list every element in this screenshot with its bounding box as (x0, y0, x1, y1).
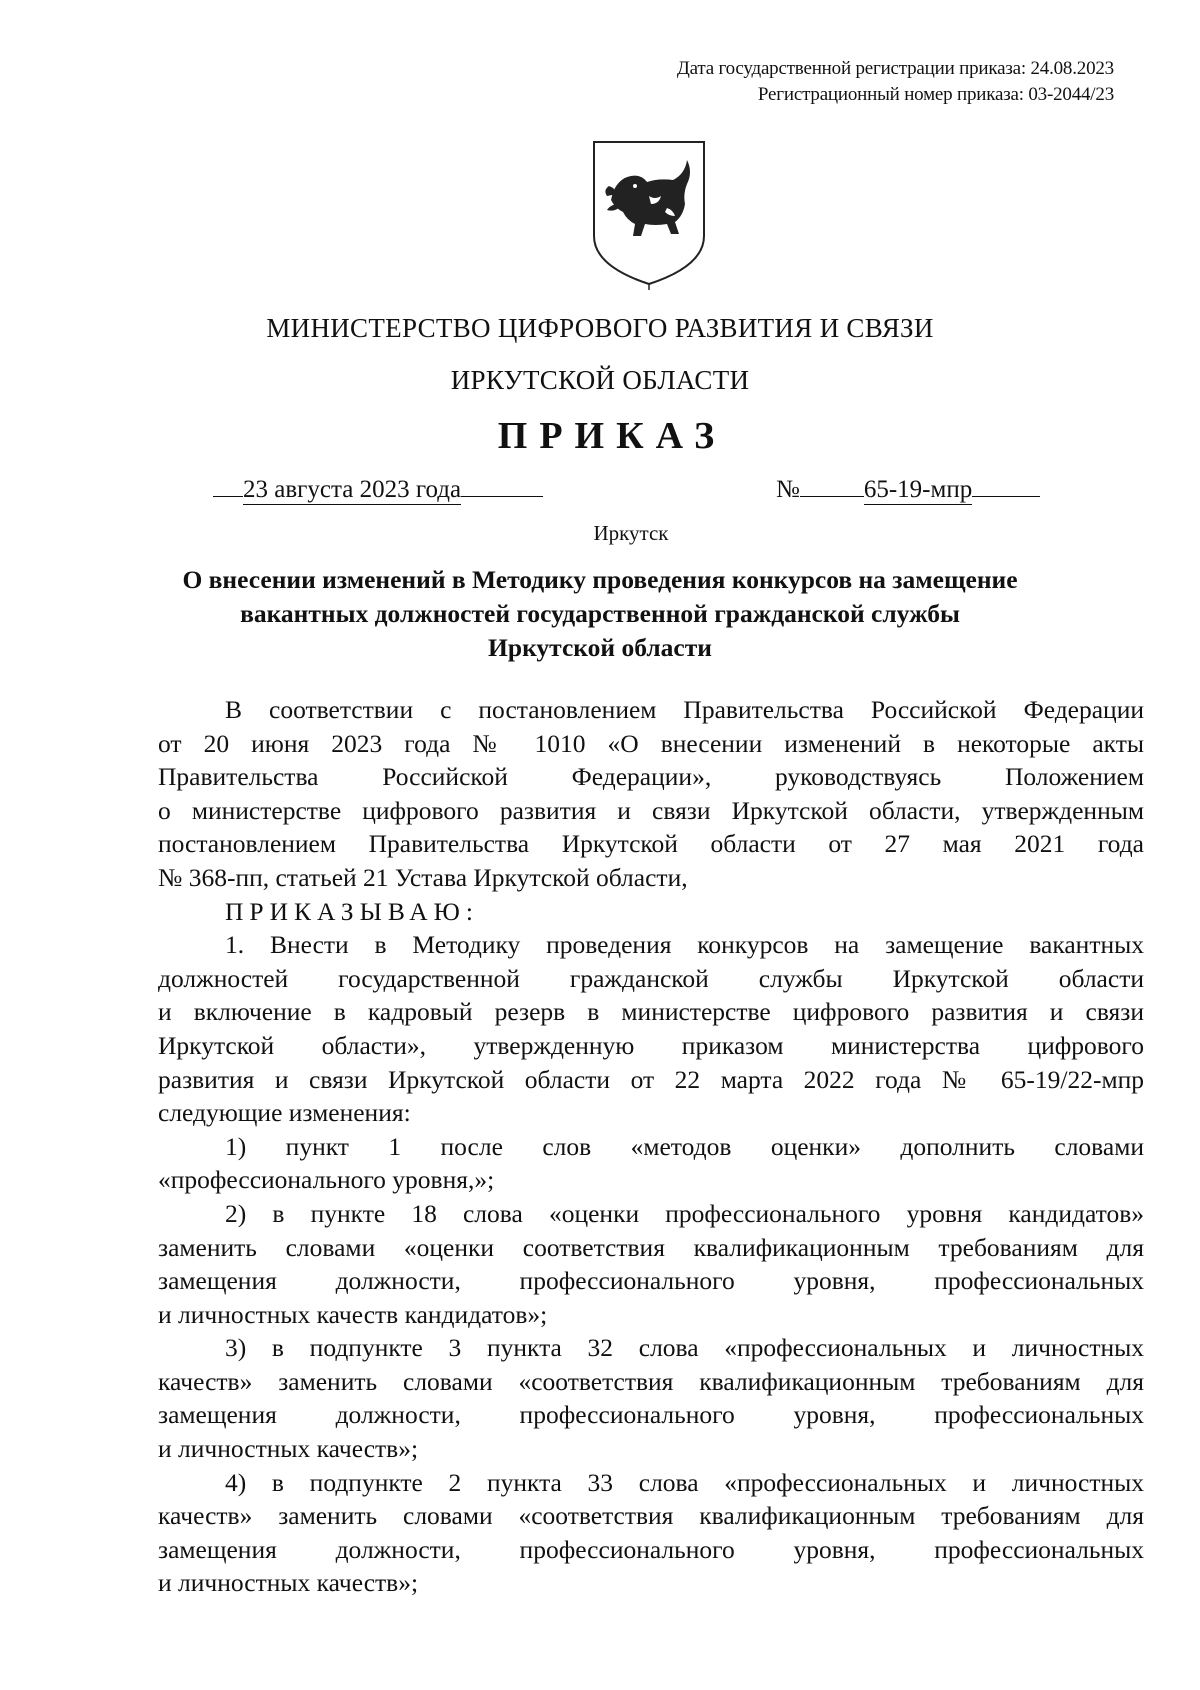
order-number-field (776, 476, 1040, 505)
body-line: 2) в пункте 18 слова «оценки профессионального уровня кандидатов» (225, 1198, 1144, 1228)
body-line: и личностных качеств»; (158, 1434, 419, 1464)
body-line: замещения должности, профессионального уровня, профессиональных (158, 1266, 1144, 1296)
ministry-name-line1: МИНИСТЕРСТВО ЦИФРОВОГО РАЗВИТИЯ И СВЯЗИ (266, 313, 934, 343)
subject-line: О внесении изменений в Методику проведения конкурсов на замещение (182, 565, 1018, 594)
body-line: Правительства Российской Федерации», руководствуясь Положением (158, 762, 1144, 792)
document-body (158, 693, 1144, 1600)
document-subject (140, 563, 1060, 665)
body-line: от 20 июня 2023 года № 1010 «О внесении изменений в некоторые акты (158, 728, 1144, 758)
city-name: Иркутск (593, 521, 669, 545)
body-line: Иркутской области», утвержденную приказом министерства цифрового (158, 1030, 1144, 1060)
body-line: 1) пункт 1 после слов «методов оценки» дополнить словами (225, 1131, 1144, 1161)
body-line: и личностных качеств»; (158, 1568, 419, 1598)
body-line: 4) в подпункте 2 пункта 33 слова «профессиональных и личностных (225, 1467, 1144, 1497)
irkutsk-coat-of-arms-icon (589, 138, 709, 290)
registration-number: Регистрационный номер приказа: 03-2044/23 (757, 84, 1114, 105)
body-line: замещения должности, профессионального уровня, профессиональных (158, 1400, 1144, 1430)
body-line: 3) в подпункте 3 пункта 32 слова «профессиональных и личностных (225, 1333, 1144, 1363)
body-line: и личностных качеств кандидатов»; (158, 1299, 548, 1329)
ministry-name-line2: ИРКУТСКОЙ ОБЛАСТИ (450, 365, 750, 395)
document-type-title: ПРИКАЗ (497, 415, 727, 457)
body-line: качеств» заменить словами «соответствия квалификационным требованиям для (158, 1501, 1144, 1531)
body-line: 1. Внести в Методику проведения конкурсов на замещение вакантных (225, 930, 1144, 960)
body-line: должностей государственной гражданской службы Иркутской области (158, 963, 1144, 993)
body-line: о министерстве цифрового развития и связи Иркутской области, утвержденным (158, 795, 1144, 825)
registration-stamp (677, 56, 1114, 108)
number-underline-left (800, 476, 864, 497)
subject-line: Иркутской области (488, 633, 712, 662)
order-date: 23 августа 2023 года (243, 476, 462, 503)
body-line: замещения должности, профессионального уровня, профессиональных (158, 1534, 1144, 1564)
body-line: качеств» заменить словами «соответствия квалификационным требованиям для (158, 1366, 1144, 1396)
body-line: «профессионального уровня,»; (158, 1165, 495, 1195)
subject-line: вакантных должностей государственной гражданской службы (240, 599, 960, 628)
body-line: В соответствии с постановлением Правительства Российской Федерации (225, 695, 1144, 724)
body-line: постановлением Правительства Иркутской области от 27 мая 2021 года (158, 829, 1144, 859)
date-underline-right (461, 476, 543, 497)
body-line: следующие изменения: (158, 1098, 411, 1128)
date-underline-left (213, 476, 243, 497)
body-line: и включение в кадровый резерв в министерстве цифрового развития и связи (158, 997, 1144, 1027)
body-line: развития и связи Иркутской области от 22 марта 2022 года № 65-19/22-мпр (158, 1064, 1144, 1094)
order-number: 65-19-мпр (863, 476, 973, 503)
body-line: № 368-пп, статьей 21 Устава Иркутской области, (158, 862, 688, 892)
order-directive-word: ПРИКАЗЫВАЮ: (225, 896, 479, 926)
registration-date: Дата государственной регистрации приказа: 24.08.2023 (676, 58, 1114, 79)
number-underline-right (972, 476, 1040, 497)
order-date-field (213, 476, 543, 505)
body-line: заменить словами «оценки соответствия квалификационным требованиям для (158, 1232, 1144, 1262)
number-sign: № (776, 476, 800, 503)
